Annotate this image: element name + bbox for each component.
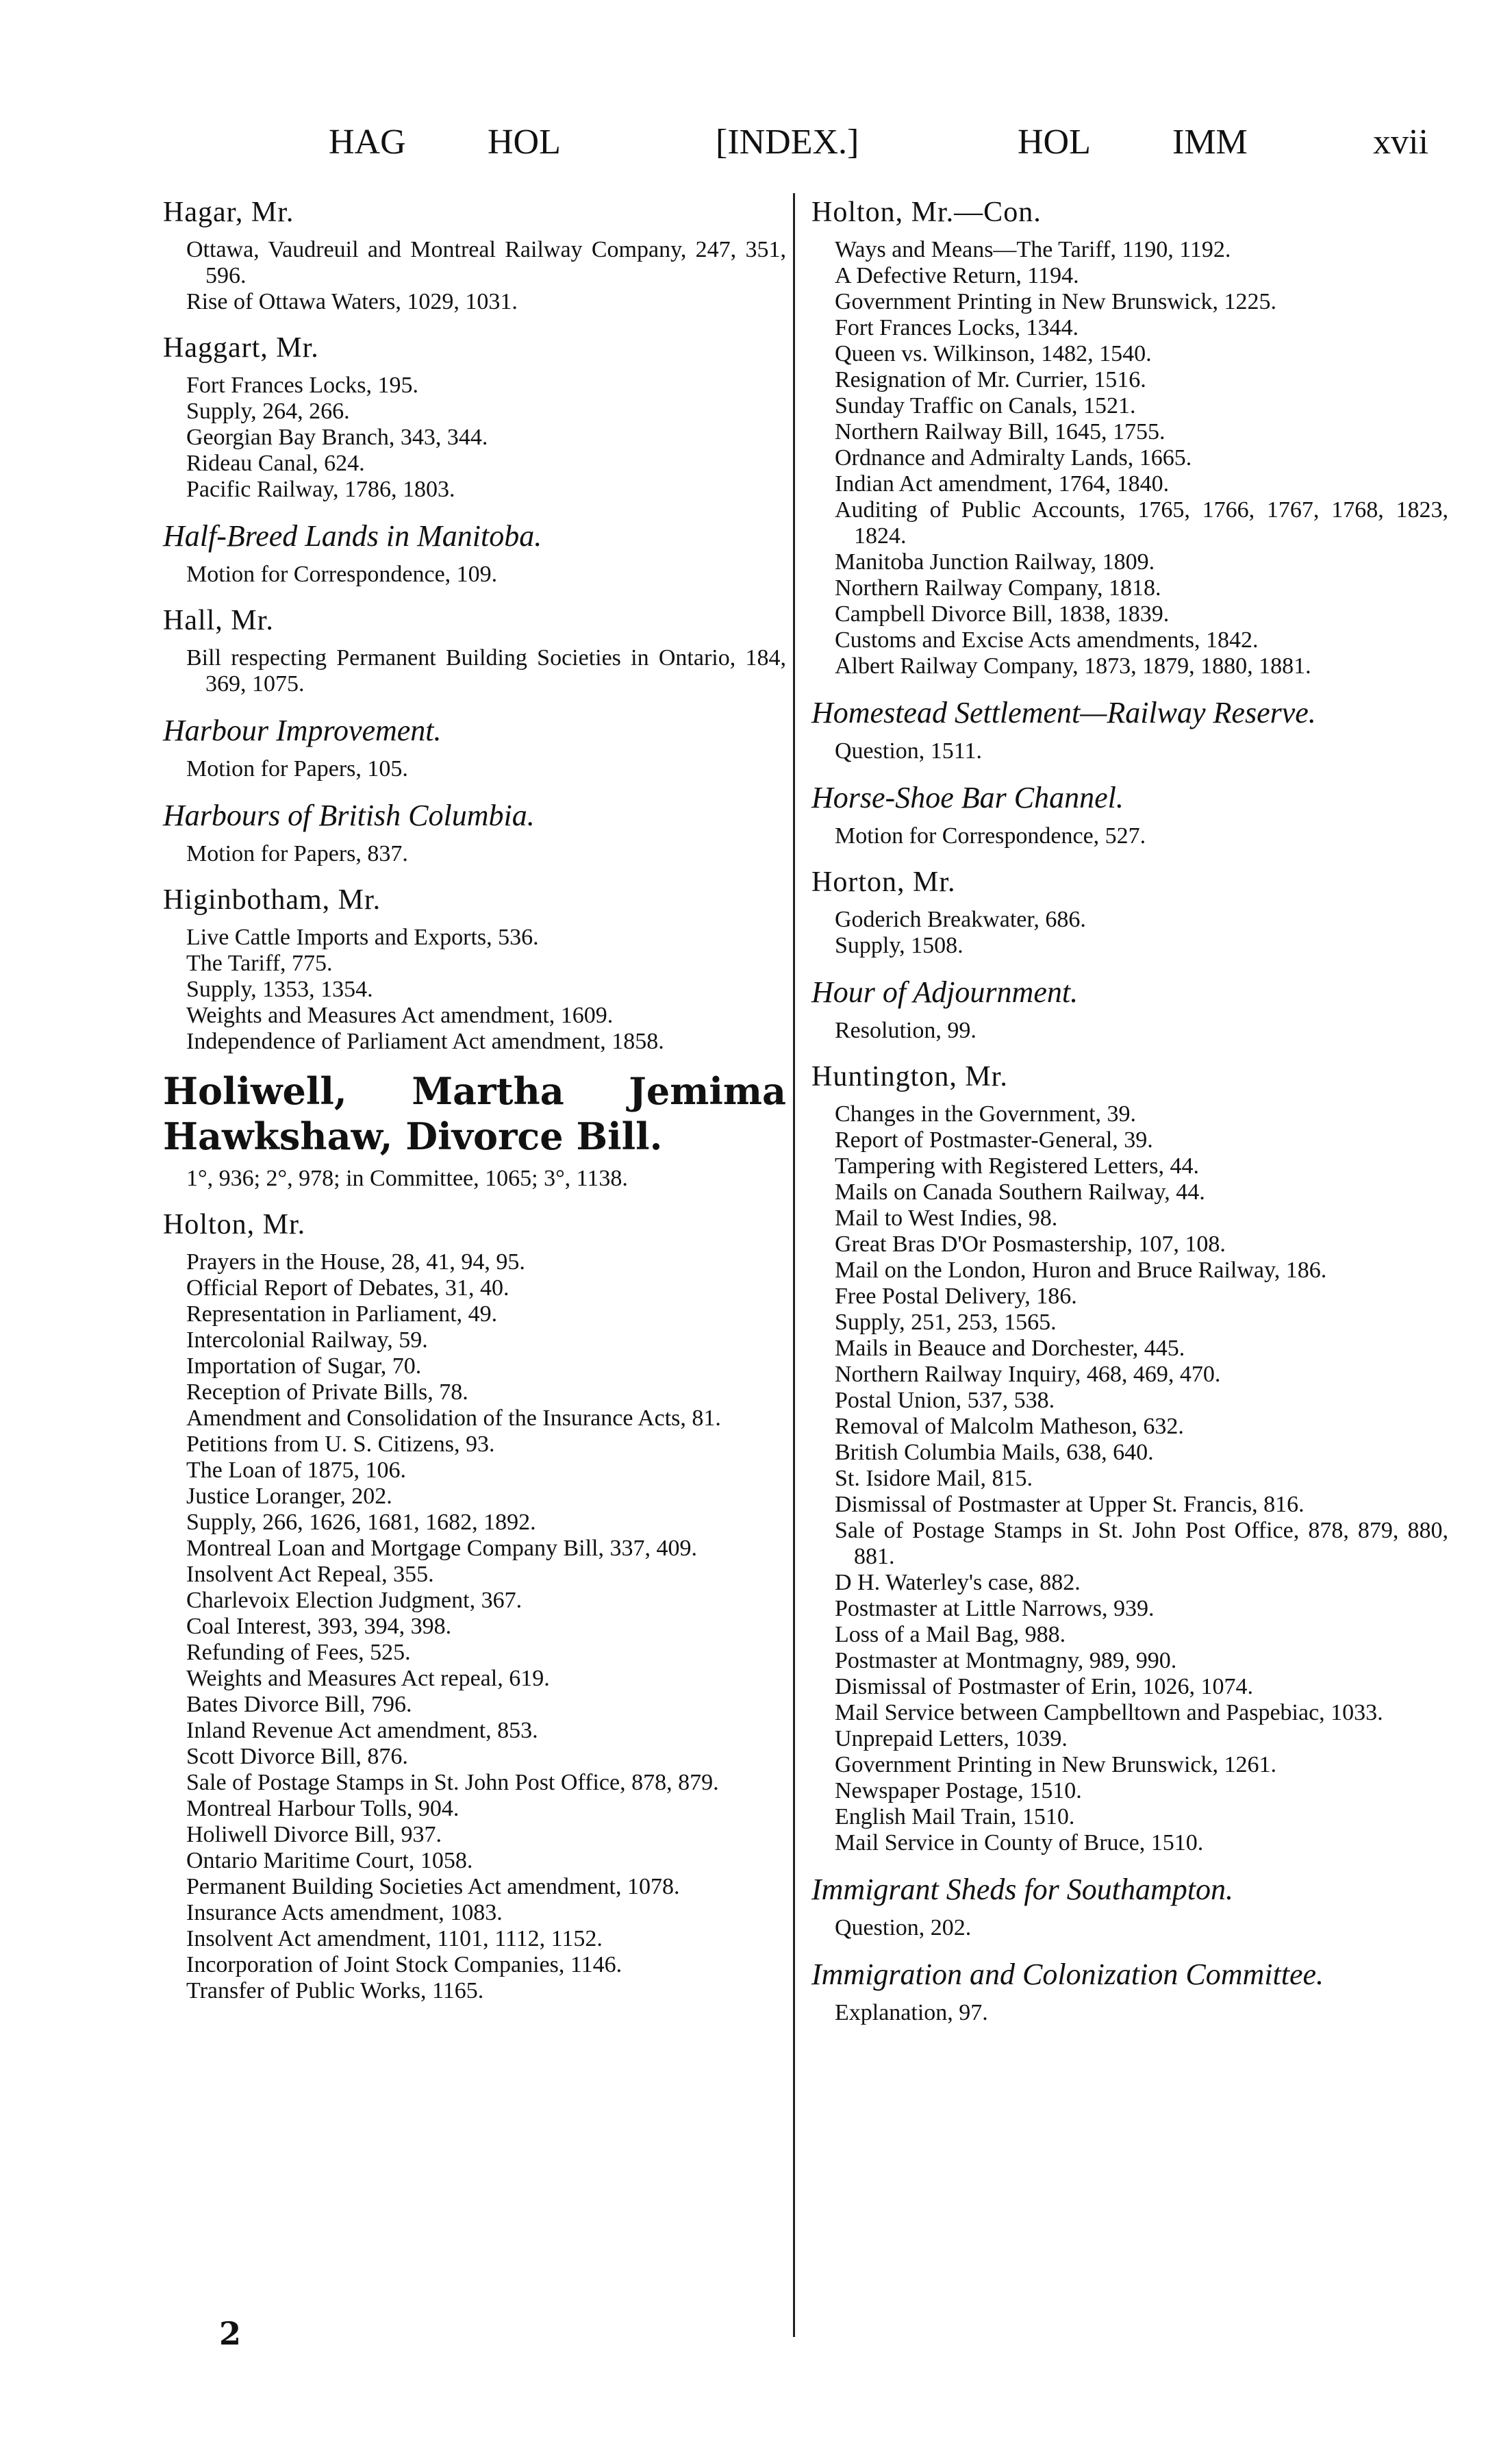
entry-reference: Weights and Measures Act amendment, 1609.	[186, 1003, 614, 1028]
header-guide-left-end: HOL	[488, 123, 561, 162]
index-entry	[811, 693, 1448, 764]
entry-subject-heading: Immigration and Colonization Committee.	[811, 1958, 1324, 1991]
entry-reference: Permanent Building Societies Act amendment, 1078.	[186, 1874, 680, 1899]
index-entry	[163, 1068, 786, 1192]
entry-reference: The Loan of 1875, 106.	[186, 1458, 407, 1483]
entry-reference: Weights and Measures Act repeal, 619.	[186, 1666, 550, 1691]
index-entry	[163, 193, 786, 315]
entry-reference: English Mail Train, 1510.	[835, 1804, 1075, 1829]
entry-reference: Auditing of Public Accounts, 1765, 1766, 1767, 1768, 1823, 1824.	[835, 497, 1448, 549]
entry-reference: Montreal Harbour Tolls, 904.	[186, 1796, 459, 1821]
entry-reference: Newspaper Postage, 1510.	[835, 1778, 1082, 1803]
entry-reference: Georgian Bay Branch, 343, 344.	[186, 425, 488, 450]
index-entry	[811, 863, 1448, 959]
entry-reference: Bates Divorce Bill, 796.	[186, 1692, 412, 1717]
entry-reference: Montreal Loan and Mortgage Company Bill, 337, 409.	[186, 1536, 697, 1561]
entry-reference: Rise of Ottawa Waters, 1029, 1031.	[186, 289, 518, 314]
entry-reference: Northern Railway Bill, 1645, 1755.	[835, 419, 1166, 445]
entry-reference: Sale of Postage Stamps in St. John Post Office, 878, 879.	[186, 1770, 719, 1795]
entry-reference: Government Printing in New Brunswick, 1261.	[835, 1752, 1276, 1777]
index-entry	[811, 1058, 1448, 1856]
entry-reference: Ottawa, Vaudreuil and Montreal Railway Company, 247, 351, 596.	[186, 237, 786, 288]
entry-reference: Goderich Breakwater, 686.	[835, 907, 1086, 932]
entry-reference: Official Report of Debates, 31, 40.	[186, 1275, 509, 1301]
index-entry	[811, 193, 1448, 679]
column-divider	[793, 193, 795, 2337]
entry-subject-heading: Half-Breed Lands in Manitoba.	[163, 519, 542, 553]
entry-reference: Mail to West Indies, 98.	[835, 1205, 1058, 1231]
index-column-left	[163, 193, 786, 2018]
entry-reference: Motion for Correspondence, 109.	[186, 562, 498, 587]
entry-name-heading: Holton, Mr.	[163, 1209, 306, 1240]
entry-reference: Customs and Excise Acts amendments, 1842.	[835, 627, 1259, 653]
entry-reference: Question, 202.	[835, 1915, 972, 1940]
entry-reference: Resolution, 99.	[835, 1018, 977, 1043]
entry-reference: Fort Frances Locks, 1344.	[835, 315, 1079, 340]
entry-reference: Great Bras D'Or Posmastership, 107, 108.	[835, 1232, 1226, 1257]
index-entry	[811, 1870, 1448, 1941]
index-entry	[163, 516, 786, 588]
entry-subject-heading: Hour of Adjournment.	[811, 975, 1079, 1009]
index-column-right	[811, 193, 1448, 2040]
entry-reference: Postal Union, 537, 538.	[835, 1388, 1055, 1413]
entry-reference: Campbell Divorce Bill, 1838, 1839.	[835, 601, 1170, 627]
entry-reference: Insurance Acts amendment, 1083.	[186, 1900, 503, 1925]
entry-reference: Supply, 266, 1626, 1681, 1682, 1892.	[186, 1510, 536, 1535]
entry-reference: A Defective Return, 1194.	[835, 263, 1079, 288]
entry-reference: Coal Interest, 393, 394, 398.	[186, 1614, 452, 1639]
entry-reference: Inland Revenue Act amendment, 853.	[186, 1718, 538, 1743]
entry-name-heading: Haggart, Mr.	[163, 332, 319, 364]
entry-reference: Explanation, 97.	[835, 2000, 988, 2025]
entry-reference: Prayers in the House, 28, 41, 94, 95.	[186, 1249, 525, 1275]
entry-reference: Report of Postmaster-General, 39.	[835, 1127, 1153, 1153]
entry-reference: Sale of Postage Stamps in St. John Post Office, 878, 879, 880, 881.	[835, 1518, 1448, 1569]
entry-subject-heading: Harbours of British Columbia.	[163, 799, 535, 832]
header-guide-right-end: IMM	[1172, 123, 1248, 162]
entry-subject-heading: Homestead Settlement—Railway Reserve.	[811, 696, 1316, 729]
entry-reference: Loss of a Mail Bag, 988.	[835, 1622, 1066, 1647]
entry-reference: Dismissal of Postmaster of Erin, 1026, 1074.	[835, 1674, 1254, 1699]
entry-reference: Mail Service between Campbelltown and Paspebiac, 1033.	[835, 1700, 1383, 1725]
entry-reference: Ways and Means—The Tariff, 1190, 1192.	[835, 237, 1231, 262]
index-entry	[811, 1955, 1448, 2026]
entry-name-heading: Hagar, Mr.	[163, 197, 294, 228]
index-entry	[163, 1205, 786, 2004]
entry-reference: Mail Service in County of Bruce, 1510.	[835, 1830, 1204, 1855]
entry-reference: Bill respecting Permanent Building Societies in Ontario, 184, 369, 1075.	[186, 645, 786, 697]
entry-reference: Question, 1511.	[835, 738, 983, 764]
index-entry	[163, 796, 786, 867]
entry-subject-heading: Harbour Improvement.	[163, 714, 442, 747]
entry-reference: Holiwell Divorce Bill, 937.	[186, 1822, 442, 1847]
entry-reference: Supply, 264, 266.	[186, 399, 350, 424]
index-entry	[163, 601, 786, 697]
header-guide-right-start: HOL	[1018, 123, 1091, 162]
entry-reference: Pacific Railway, 1786, 1803.	[186, 477, 455, 502]
entry-name-heading: Horton, Mr.	[811, 866, 956, 898]
entry-reference: Supply, 1353, 1354.	[186, 977, 373, 1002]
entry-reference: Mails in Beauce and Dorchester, 445.	[835, 1336, 1185, 1361]
entry-reference: Motion for Papers, 837.	[186, 841, 408, 866]
entry-reference: Fort Frances Locks, 195.	[186, 373, 419, 398]
entry-subject-heading: Horse-Shoe Bar Channel.	[811, 781, 1124, 814]
entry-reference: Scott Divorce Bill, 876.	[186, 1744, 408, 1769]
entry-reference: Government Printing in New Brunswick, 1225.	[835, 289, 1276, 314]
entry-reference: Dismissal of Postmaster at Upper St. Francis, 816.	[835, 1492, 1305, 1517]
entry-reference: Insolvent Act Repeal, 355.	[186, 1562, 434, 1587]
entry-reference: D H. Waterley's case, 882.	[835, 1570, 1081, 1595]
entry-reference: Northern Railway Inquiry, 468, 469, 470.	[835, 1362, 1221, 1387]
header-guide-left-start: HAG	[329, 123, 406, 162]
index-entry	[163, 881, 786, 1055]
entry-reference: Tampering with Registered Letters, 44.	[835, 1153, 1200, 1179]
entry-reference: The Tariff, 775.	[186, 951, 333, 976]
entry-reference: Petitions from U. S. Citizens, 93.	[186, 1432, 495, 1457]
entry-reference: Supply, 1508.	[835, 933, 963, 958]
entry-reference: Indian Act amendment, 1764, 1840.	[835, 471, 1170, 497]
entry-reference: 1°, 936; 2°, 978; in Committee, 1065; 3°, 1138.	[186, 1166, 628, 1191]
entry-reference: Removal of Malcolm Matheson, 632.	[835, 1414, 1184, 1439]
entry-subject-heading: Holiwell, Martha Jemima Hawkshaw, Divorce Bill.	[163, 1069, 786, 1158]
entry-subject-heading: Immigrant Sheds for Southampton.	[811, 1873, 1233, 1906]
entry-reference: Mails on Canada Southern Railway, 44.	[835, 1179, 1205, 1205]
entry-reference: Transfer of Public Works, 1165.	[186, 1978, 484, 2003]
entry-reference: Albert Railway Company, 1873, 1879, 1880, 1881.	[835, 653, 1311, 679]
entry-name-heading: Hall, Mr.	[163, 605, 274, 636]
entry-reference: Independence of Parliament Act amendment, 1858.	[186, 1029, 664, 1054]
header-page-number: xvii	[1373, 123, 1428, 162]
entry-reference: Charlevoix Election Judgment, 367.	[186, 1588, 522, 1613]
entry-reference: Ontario Maritime Court, 1058.	[186, 1848, 473, 1873]
entry-reference: Refunding of Fees, 525.	[186, 1640, 411, 1665]
entry-reference: Manitoba Junction Railway, 1809.	[835, 549, 1155, 575]
index-entry	[163, 329, 786, 503]
entry-reference: Supply, 251, 253, 1565.	[835, 1310, 1057, 1335]
entry-reference: Incorporation of Joint Stock Companies, 1146.	[186, 1952, 622, 1977]
entry-reference: Live Cattle Imports and Exports, 536.	[186, 925, 539, 950]
entry-name-heading: Huntington, Mr.	[811, 1061, 1008, 1092]
entry-reference: Importation of Sugar, 70.	[186, 1353, 422, 1379]
entry-reference: St. Isidore Mail, 815.	[835, 1466, 1033, 1491]
entry-reference: Motion for Papers, 105.	[186, 756, 408, 782]
entry-name-heading: Higinbotham, Mr.	[163, 884, 381, 916]
entry-reference: Northern Railway Company, 1818.	[835, 575, 1161, 601]
entry-reference: Representation in Parliament, 49.	[186, 1301, 498, 1327]
entry-reference: Postmaster at Little Narrows, 939.	[835, 1596, 1155, 1621]
entry-reference: Queen vs. Wilkinson, 1482, 1540.	[835, 341, 1152, 366]
entry-reference: Amendment and Consolidation of the Insurance Acts, 81.	[186, 1405, 721, 1431]
entry-reference: Intercolonial Railway, 59.	[186, 1327, 428, 1353]
entry-reference: Rideau Canal, 624.	[186, 451, 365, 476]
index-entry	[811, 973, 1448, 1044]
entry-reference: Justice Loranger, 202.	[186, 1484, 392, 1509]
entry-name-heading: Holton, Mr.—Con.	[811, 197, 1042, 228]
index-entry	[811, 778, 1448, 849]
entry-reference: Free Postal Delivery, 186.	[835, 1284, 1077, 1309]
entry-reference: Changes in the Government, 39.	[835, 1101, 1137, 1127]
running-header	[0, 122, 1512, 177]
entry-reference: Sunday Traffic on Canals, 1521.	[835, 393, 1136, 418]
entry-reference: Mail on the London, Huron and Bruce Railway, 186.	[835, 1258, 1327, 1283]
entry-reference: Ordnance and Admiralty Lands, 1665.	[835, 445, 1192, 471]
header-section: [INDEX.]	[716, 123, 859, 162]
index-entry	[163, 711, 786, 782]
entry-reference: Motion for Correspondence, 527.	[835, 823, 1146, 849]
entry-reference: Postmaster at Montmagny, 989, 990.	[835, 1648, 1177, 1673]
signature-number: 2	[219, 2315, 242, 2352]
entry-reference: British Columbia Mails, 638, 640.	[835, 1440, 1154, 1465]
entry-reference: Insolvent Act amendment, 1101, 1112, 1152.	[186, 1926, 603, 1951]
entry-reference: Unprepaid Letters, 1039.	[835, 1726, 1068, 1751]
entry-reference: Reception of Private Bills, 78.	[186, 1379, 468, 1405]
entry-reference: Resignation of Mr. Currier, 1516.	[835, 367, 1146, 392]
